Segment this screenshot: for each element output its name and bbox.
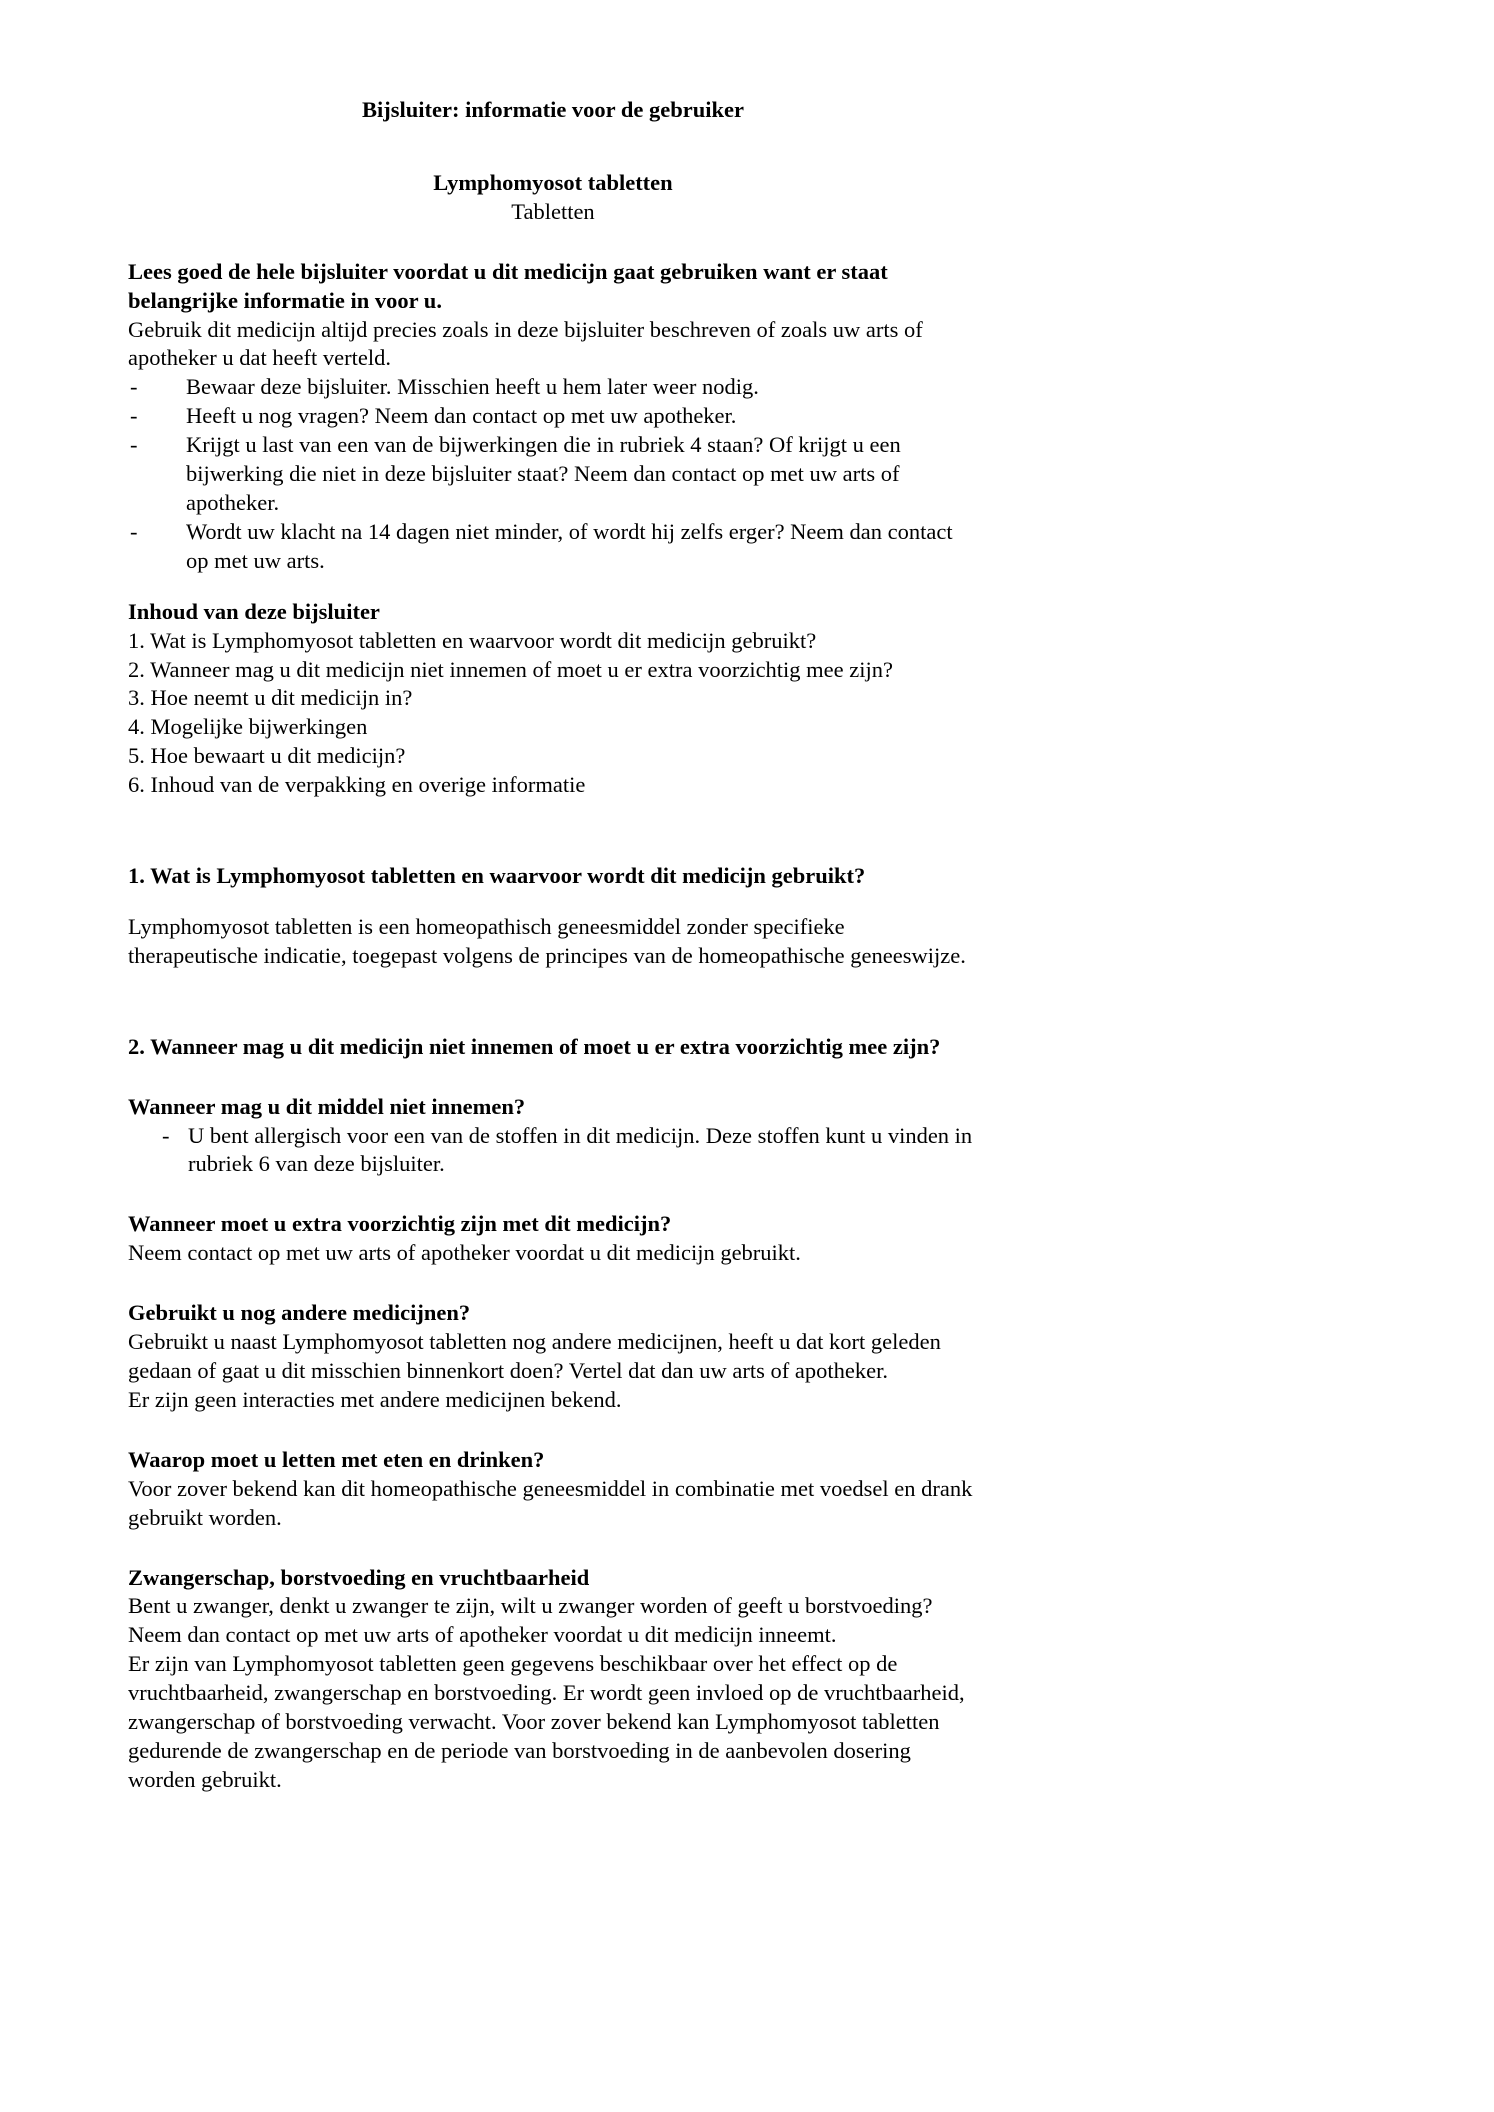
subsection-food-drink-body: Voor zover bekend kan dit homeopathische geneesmiddel in combinatie met voedsel en drank gebruikt worden.	[128, 1475, 973, 1530]
lead-bullet-list	[128, 373, 978, 575]
spacer	[128, 227, 978, 258]
document-title: Bijsluiter: informatie voor de gebruiker	[361, 97, 745, 122]
product-name: Lymphomyosot tabletten	[433, 169, 673, 195]
toc-item-1: 1. Wat is Lymphomyosot tabletten en waarvoor wordt dit medicijn gebruikt?	[128, 627, 817, 653]
subsection-not-use-heading: Wanneer mag u dit middel niet innemen?	[128, 1093, 526, 1119]
subsection-not-use-list	[128, 1122, 978, 1180]
list-item	[128, 518, 978, 576]
document-body	[128, 0, 978, 1795]
dash-bullet-icon: -	[130, 432, 138, 458]
section-2-heading: 2. Wanneer mag u dit medicijn niet innemen of moet u er extra voorzichtig mee zijn?	[128, 1033, 941, 1059]
list-item-text: Krijgt u last van een van de bijwerkingen die in rubriek 4 staan? Of krijgt u een bijwerking die niet in deze bijsluiter staat? Neem dan contact op met uw arts of apotheker.	[186, 432, 901, 515]
subsection-other-meds-body-1: Gebruikt u naast Lymphomyosot tabletten nog andere medicijnen, heeft u dat kort geleden gedaan of gaat u dit misschien binnenkort doen? Vertel dat dan uw arts of apotheker.	[128, 1329, 941, 1383]
spacer	[128, 891, 978, 913]
section-1-heading: 1. Wat is Lymphomyosot tabletten en waarvoor wordt dit medicijn gebruikt?	[128, 863, 866, 889]
toc-heading: Inhoud van deze bijsluiter	[128, 598, 380, 624]
subsection-pregnancy-heading: Zwangerschap, borstvoeding en vruchtbaarheid	[128, 1564, 590, 1590]
list-item-text: Wordt uw klacht na 14 dagen niet minder, of wordt hij zelfs erger? Neem dan contact op met uw arts.	[186, 518, 953, 573]
list-item-text: Bewaar deze bijsluiter. Misschien heeft u hem later weer nodig.	[186, 374, 759, 400]
subsection-food-drink-heading: Waarop moet u letten met eten en drinken?	[128, 1446, 545, 1472]
list-item-text: Heeft u nog vragen? Neem dan contact op met uw apotheker.	[186, 403, 737, 429]
spacer	[128, 1062, 978, 1093]
subsection-other-meds-heading: Gebruikt u nog andere medicijnen?	[128, 1300, 471, 1326]
dash-bullet-icon: -	[130, 403, 138, 429]
spacer	[128, 125, 978, 169]
subsection-pregnancy-body-2: Er zijn van Lymphomyosot tabletten geen gegevens beschikbaar over het effect op de vruchtbaarheid, zwangerschap en borstvoeding. Er wordt geen invloed op de vruchtbaarheid, zwangerschap of borstvoeding verwacht. Voor zover bekend kan Lymphomyosot tabletten gedurende de zwangerschap en de periode van borstvoeding in de aanbevolen dosering worden gebruikt.	[128, 1651, 965, 1792]
lead-paragraph: Gebruik dit medicijn altijd precies zoals in deze bijsluiter beschreven of zoals uw arts of apotheker u dat heeft verteld.	[128, 316, 923, 371]
spacer	[128, 576, 978, 598]
dash-bullet-icon: -	[130, 374, 138, 400]
dash-bullet-icon: -	[130, 518, 138, 544]
dash-bullet-icon: -	[162, 1122, 170, 1148]
toc-item-4: 4. Mogelijke bijwerkingen	[128, 714, 368, 740]
list-item	[128, 1122, 978, 1180]
subsection-other-meds-body-2: Er zijn geen interacties met andere medicijnen bekend.	[128, 1386, 622, 1412]
lead-bold-notice: Lees goed de hele bijsluiter voordat u dit medicijn gaat gebruiken want er staat belangrijke informatie in voor u.	[128, 258, 888, 313]
toc-item-3: 3. Hoe neemt u dit medicijn in?	[128, 685, 413, 711]
subsection-pregnancy-body-1: Bent u zwanger, denkt u zwanger te zijn, wilt u zwanger worden of geeft u borstvoeding? Neem dan contact op met uw arts of apotheker voordat u dit medicijn inneemt.	[128, 1593, 933, 1648]
toc-item-5: 5. Hoe bewaart u dit medicijn?	[128, 743, 406, 769]
spacer	[128, 971, 978, 1033]
spacer	[128, 800, 978, 862]
spacer	[128, 1415, 978, 1446]
list-item-text: U bent allergisch voor een van de stoffen in dit medicijn. Deze stoffen kunt u vinden in rubriek 6 van deze bijsluiter.	[188, 1122, 973, 1177]
spacer	[128, 1179, 978, 1210]
subsection-caution-body: Neem contact op met uw arts of apotheker voordat u dit medicijn gebruikt.	[128, 1240, 801, 1266]
toc-item-6: 6. Inhoud van de verpakking en overige informatie	[128, 772, 586, 798]
list-item	[128, 373, 978, 402]
list-item	[128, 402, 978, 431]
toc-item-2: 2. Wanneer mag u dit medicijn niet innemen of moet u er extra voorzichtig mee zijn?	[128, 656, 894, 682]
product-form: Tabletten	[511, 198, 595, 224]
subsection-caution-heading: Wanneer moet u extra voorzichtig zijn met dit medicijn?	[128, 1211, 672, 1237]
section-1-body: Lymphomyosot tabletten is een homeopathisch geneesmiddel zonder specifieke therapeutische indicatie, toegepast volgens de principes van de homeopathische geneeswijze.	[128, 913, 966, 968]
list-item	[128, 431, 978, 518]
spacer	[128, 1268, 978, 1299]
spacer	[128, 1533, 978, 1564]
